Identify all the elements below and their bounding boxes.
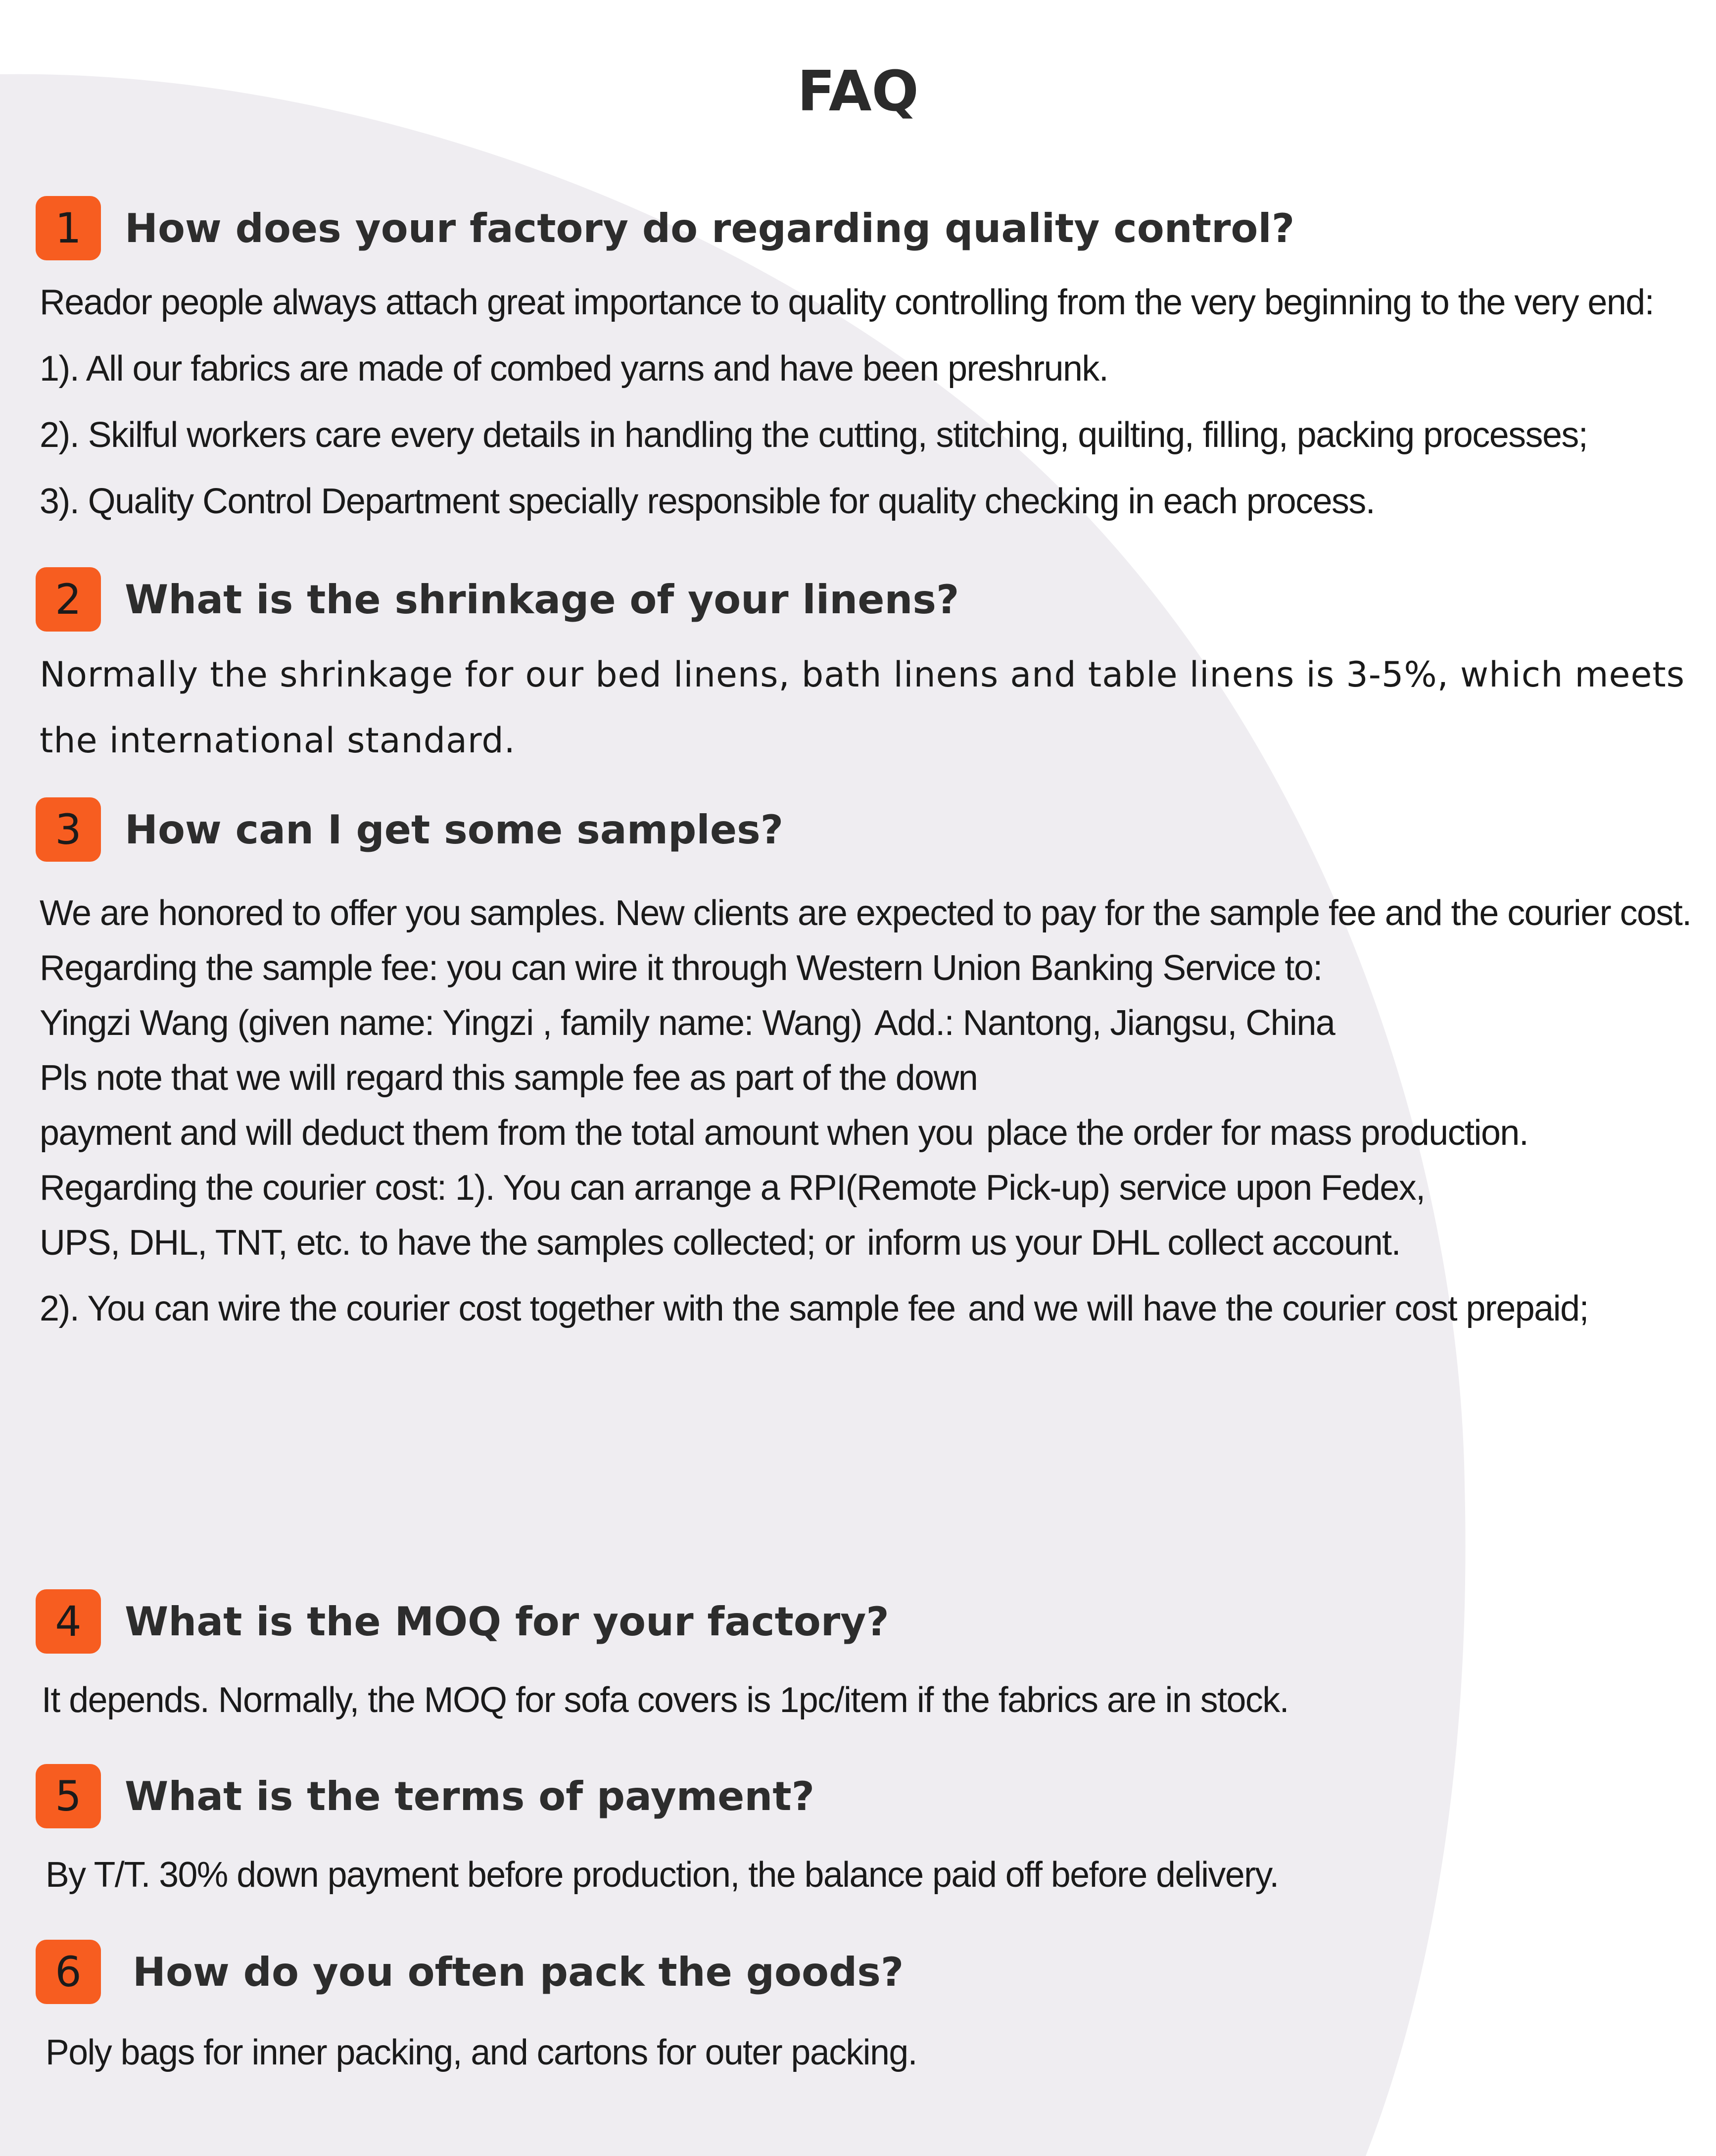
answer-line: place the order for mass production. xyxy=(986,1113,1528,1153)
answer-line: By T/T. 30% down payment before production, the balance paid off before delivery. xyxy=(46,1855,1279,1895)
page-title: FAQ xyxy=(797,59,919,124)
answer-line: Normally the shrinkage for our bed linens, bath linens and table linens is 3-5%, which meets xyxy=(40,654,1685,695)
faq-answer-2 xyxy=(40,642,1702,774)
faq-question-2 xyxy=(36,567,959,632)
answer-line: payment and will deduct them from the total amount when you xyxy=(40,1113,973,1153)
faq-question-1 xyxy=(36,196,1294,261)
question-text: What is the MOQ for your factory? xyxy=(125,1598,889,1645)
question-text: How does your factory do regarding quality control? xyxy=(125,205,1295,251)
answer-line: 2). You can wire the courier cost together with the sample fee xyxy=(40,1289,955,1328)
answer-line: Pls note that we will regard this sample fee as part of the down xyxy=(40,1058,978,1098)
question-number-badge: 5 xyxy=(36,1764,101,1828)
answer-line: 3). Quality Control Department specially responsible for quality checking in each process. xyxy=(40,482,1375,521)
faq-answer-4 xyxy=(42,1673,1704,1727)
faq-answer-5 xyxy=(46,1848,1708,1902)
faq-answer-1 xyxy=(40,269,1702,535)
paragraph-gap xyxy=(40,1271,1702,1281)
answer-line: We are honored to offer you samples. New clients are expected to pay for the sample fee and the courier cost. xyxy=(40,893,1691,933)
faq-question-5 xyxy=(36,1764,814,1829)
answer-line: 2). Skilful workers care every details in handling the cutting, stitching, quilting, filling, packing processes; xyxy=(40,415,1588,455)
answer-line: Regarding the sample fee: you can wire it through Western Union Banking Service to: xyxy=(40,948,1322,988)
answer-line: Add.: Nantong, Jiangsu, China xyxy=(874,1003,1335,1043)
answer-line: Regarding the courier cost: 1). You can arrange a RPI(Remote Pick-up) service upon Fedex, xyxy=(40,1168,1425,1208)
question-number-badge: 2 xyxy=(36,567,101,632)
question-number-badge: 3 xyxy=(36,797,101,862)
faq-answer-3 xyxy=(40,886,1702,1336)
faq-answer-6 xyxy=(46,2025,1708,2080)
faq-question-3 xyxy=(36,797,783,862)
answer-line: inform us your DHL collect account. xyxy=(866,1223,1400,1263)
faq-question-4 xyxy=(36,1589,889,1654)
answer-line: 1). All our fabrics are made of combed yarns and have been preshrunk. xyxy=(40,349,1108,389)
question-number-badge: 4 xyxy=(36,1589,101,1654)
answer-line: Poly bags for inner packing, and cartons for outer packing. xyxy=(46,2033,917,2072)
question-text: How can I get some samples? xyxy=(125,806,784,853)
question-number-badge: 6 xyxy=(36,1940,101,2004)
faq-question-6 xyxy=(36,1939,904,2005)
question-text: What is the terms of payment? xyxy=(125,1773,815,1819)
answer-line: Yingzi Wang (given name: Yingzi , family name: Wang) xyxy=(40,1003,862,1043)
question-text: How do you often pack the goods? xyxy=(133,1949,904,1995)
question-text: What is the shrinkage of your linens? xyxy=(125,576,959,623)
question-number-badge: 1 xyxy=(36,196,101,260)
answer-line: the international standard. xyxy=(40,720,516,761)
answer-line: and we will have the courier cost prepaid; xyxy=(968,1289,1589,1328)
answer-line: UPS, DHL, TNT, etc. to have the samples collected; or xyxy=(40,1223,855,1263)
answer-line: It depends. Normally, the MOQ for sofa covers is 1pc/item if the fabrics are in stock. xyxy=(42,1680,1289,1720)
answer-line: Reador people always attach great importance to quality controlling from the very beginning to the very end: xyxy=(40,283,1654,322)
